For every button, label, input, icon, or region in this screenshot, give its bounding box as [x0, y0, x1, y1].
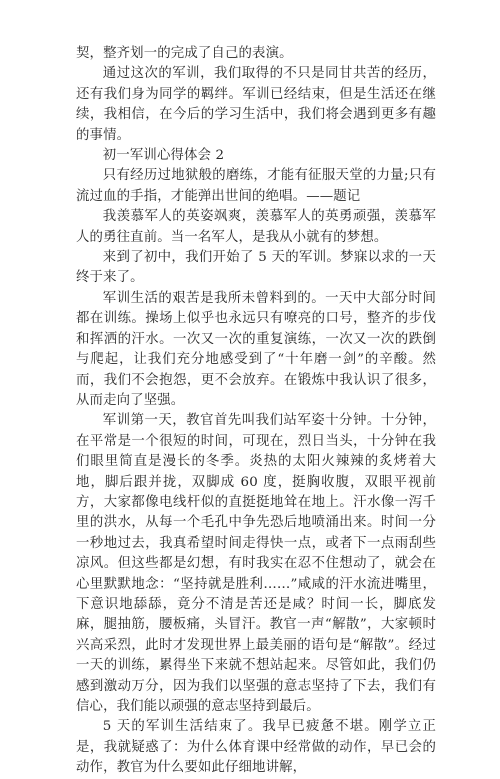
paragraph-epigraph: 只有经历过地狱般的磨练，才能有征服天堂的力量;只有流过血的手指，才能弹出世间的绝唱。——题记 — [76, 168, 436, 204]
paragraph-hardship: 军训生活的艰苦是我所未曾料到的。一天中大部分时间都在训练。操场上似乎也永远只有嘹亮的口号，整齐的步伐和挥洒的汗水。一次又一次的重复演练，一次又一次的跌倒与爬起，让我们充分地感受到了“十年磨一剑”的辛酸。然而，我们不会抱怨，更不会放弃。在锻炼中我认识了很多，从而走向了坚强。 — [76, 290, 436, 408]
paragraph-first-day: 军训第一天，教官首先叫我们站军姿十分钟。十分钟，在平常是一个很短的时间，可现在，烈日当头，十分钟在我们眼里简直是漫长的冬季。炎热的太阳火辣辣的炙烤着大地，脚后跟并拢，双脚成 60 度，挺胸收腹，双眼平视前方，大家都像电线杆似的直挺挺地耸在地上。汗水像一泻千里的洪水，从每一个毛孔中争先恐后地喷涌出来。时间一分一秒地过去，我真希望时间走得快一点，或者下一点雨刮些凉风。但这些都是幻想，有时我实在忍不住想动了，就会在心里默默地念：“坚持就是胜利……”咸咸的汗水流进嘴里，下意识地舔舔，竟分不清是苦还是咸？时间一长，脚底发麻，腿抽筋，腰板痛，头冒汗。教官一声“解散”，大家顿时兴高采烈，此时才发现世界上最美丽的语句是“解散”。经过一天的训练，累得坐下来就不想站起来。尽管如此，我们仍感到激动万分，因为我们以坚强的意志坚持了下去，我们有信心，我们能以顽强的意志坚持到最后。 — [76, 413, 436, 714]
section-heading: 初一军训心得体会 2 — [102, 148, 225, 164]
paragraph-continuation: 契，整齐划一的完成了自己的表演。 — [76, 46, 293, 61]
paragraph-training-conclusion: 通过这次的军训，我们取得的不只是同甘共苦的经历，还有我们身为同学的羁绊。军训已经结束，但是生活还在继续，我相信，在今后的学习生活中，我们将会遇到更多有趣的事情。 — [76, 66, 436, 143]
document-body — [76, 44, 436, 779]
paragraph-ending: 5 天的军训生活结束了。我早已疲惫不堪。刚学立正是，我就疑惑了：为什么体育课中经常做的动作，早已会的动作，教官为什么要如此仔细地讲解， — [76, 719, 436, 776]
paragraph-admiration: 我羡慕军人的英姿飒爽，羡慕军人的英勇顽强，羡慕军人的勇往直前。当一名军人，是我从小就有的梦想。 — [76, 209, 436, 245]
paragraph-arrival: 来到了初中，我们开始了 5 天的军训。梦寐以求的一天终于来了。 — [76, 250, 436, 286]
